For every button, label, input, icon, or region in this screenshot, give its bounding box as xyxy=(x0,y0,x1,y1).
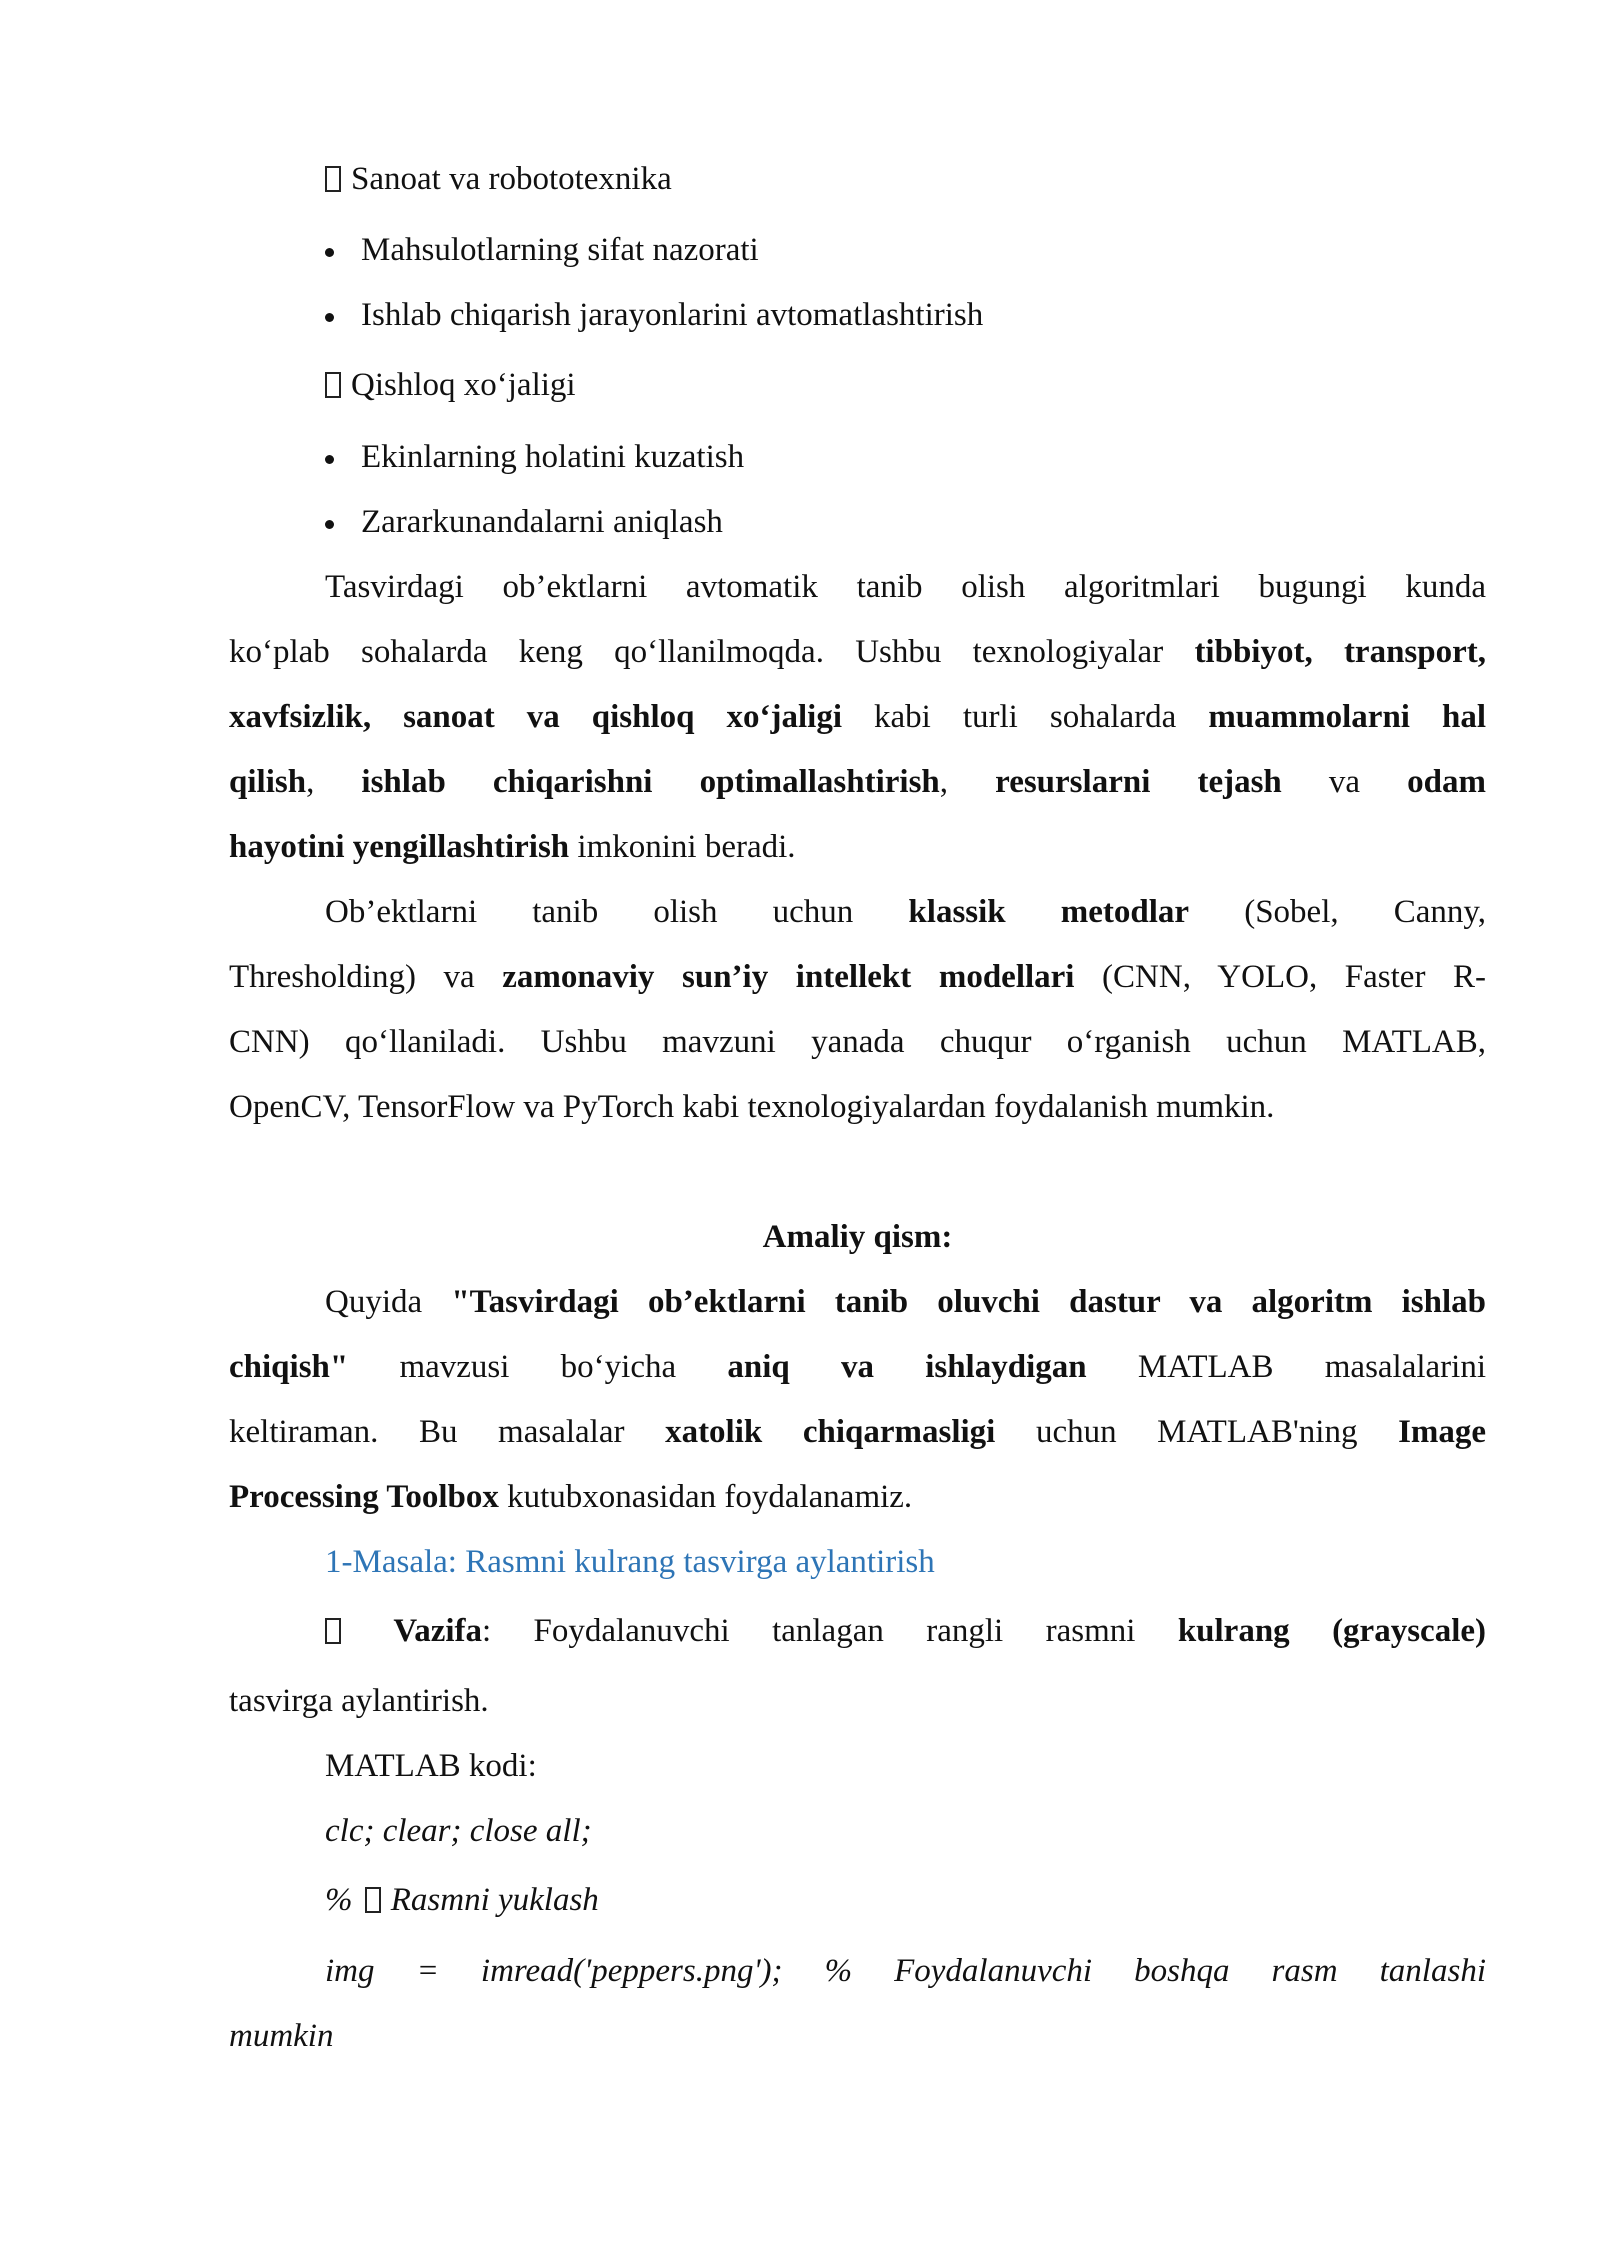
paragraph-line: hayotini yengillashtirish imkonini beradi. xyxy=(229,829,796,865)
bullet-icon xyxy=(325,520,334,529)
paragraph-line: Quyida "Tasvirdagi ob’ektlarni tanib oluvchi dastur va algoritm ishlab xyxy=(325,1284,1487,1320)
section-heading-industry: Sanoat va robototexnika xyxy=(325,163,672,196)
checkbox-glyph-icon xyxy=(325,166,341,192)
task-description-line: Vazifa: Foydalanuvchi tanlagan rangli rasmni kulrang (grayscale) xyxy=(325,1615,1486,1648)
list-item: Ekinlarning holatini kuzatish xyxy=(361,439,745,475)
paragraph-line: Processing Toolbox kutubxonasidan foydalanamiz. xyxy=(229,1479,913,1515)
list-item: Mahsulotlarning sifat nazorati xyxy=(361,232,759,268)
paragraph-line: chiqish" mavzusi bo‘yicha aniq va ishlaydigan MATLAB masalalarini xyxy=(229,1349,1487,1385)
paragraph-line: CNN) qo‘llaniladi. Ushbu mavzuni yanada chuqur o‘rganish uchun MATLAB, xyxy=(229,1024,1486,1060)
list-item: Ishlab chiqarish jarayonlarini avtomatlashtirish xyxy=(361,297,984,333)
paragraph-line: Thresholding) va zamonaviy sun’iy intellekt modellari (CNN, YOLO, Faster R- xyxy=(229,959,1486,995)
paragraph-line: qilish, ishlab chiqarishni optimallashtirish, resurslarni tejash va odam xyxy=(229,764,1487,800)
code-line: img = imread('peppers.png'); % Foydalanuvchi boshqa rasm tanlashi xyxy=(325,1953,1486,1989)
bullet-icon xyxy=(325,455,334,464)
paragraph-line: xavfsizlik, sanoat va qishloq xo‘jaligi kabi turli sohalarda muammolarni hal xyxy=(229,699,1486,735)
task-description-line: tasvirga aylantirish. xyxy=(229,1683,489,1719)
section-heading-agriculture: Qishloq xo‘jaligi xyxy=(325,369,576,402)
list-item: Zararkunandalarni aniqlash xyxy=(361,504,723,540)
paragraph-line: ko‘plab sohalarda keng qo‘llanilmoqda. Ushbu texnologiyalar tibbiyot, transport, xyxy=(229,634,1487,670)
bullet-icon xyxy=(325,313,334,322)
paragraph-line: OpenCV, TensorFlow va PyTorch kabi texnologiyalardan foydalanish mumkin. xyxy=(229,1089,1275,1125)
code-label: MATLAB kodi: xyxy=(325,1748,537,1784)
task-heading: 1-Masala: Rasmni kulrang tasvirga aylantirish xyxy=(325,1544,935,1580)
bullet-icon xyxy=(325,248,334,257)
paragraph-line: keltiraman. Bu masalalar xatolik chiqarmasligi uchun MATLAB'ning Image xyxy=(229,1414,1487,1450)
code-line: clc; clear; close all; xyxy=(325,1813,592,1849)
paragraph-line: Tasvirdagi ob’ektlarni avtomatik tanib olish algoritmlari bugungi kunda xyxy=(325,569,1486,605)
checkbox-glyph-icon xyxy=(325,1618,341,1644)
checkbox-glyph-icon xyxy=(365,1887,381,1913)
section-heading-practical: Amaliy qism: xyxy=(762,1219,953,1255)
checkbox-glyph-icon xyxy=(325,372,341,398)
code-comment-line: % Rasmni yuklash xyxy=(325,1882,599,1918)
paragraph-line: Ob’ektlarni tanib olish uchun klassik metodlar (Sobel, Canny, xyxy=(325,894,1486,930)
code-line: mumkin xyxy=(229,2018,334,2054)
